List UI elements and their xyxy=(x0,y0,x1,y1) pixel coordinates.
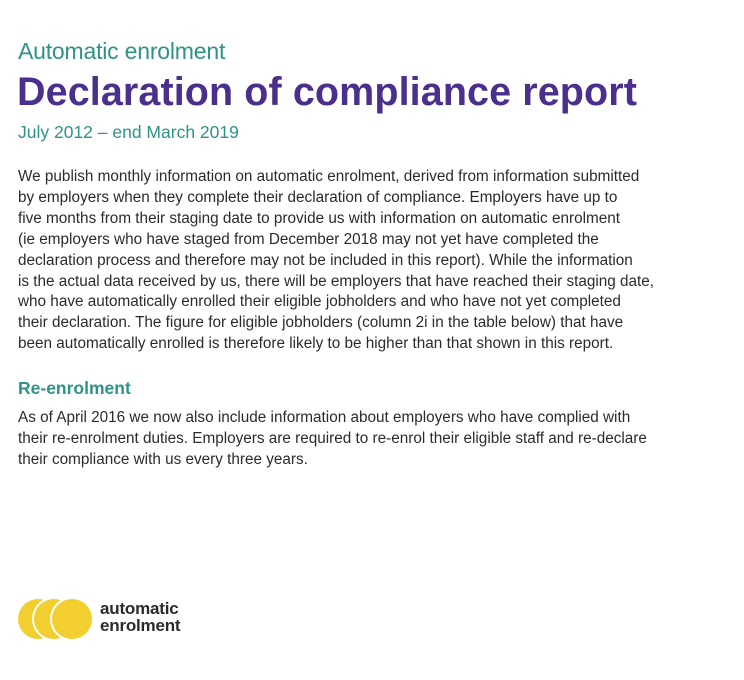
reenrolment-line: their compliance with us every three years. xyxy=(18,450,308,468)
date-range-subtitle: July 2012 – end March 2019 xyxy=(18,122,239,142)
logo-wordmark-line1: automatic xyxy=(100,599,179,618)
reenrolment-line: their re-enrolment duties. Employers are required to re-enrol their eligible staff and re-declare xyxy=(18,429,647,447)
intro-line: been automatically enrolled is therefore likely to be higher than that shown in this report. xyxy=(18,335,614,353)
intro-line: is the actual data received by us, there will be employers that have reached their staging date, xyxy=(18,272,655,290)
intro-line: their declaration. The figure for eligible jobholders (column 2i in the table below) that have xyxy=(18,314,624,332)
logo-wordmark xyxy=(100,600,180,634)
reenrolment-heading: Re-enrolment xyxy=(18,378,131,398)
three-overlapping-circles-icon xyxy=(18,597,96,641)
reenrolment-paragraph xyxy=(18,408,718,471)
intro-line: five months from their staging date to provide us with information on automatic enrolment xyxy=(18,209,620,227)
logo-wordmark-line2: enrolment xyxy=(100,616,181,635)
automatic-enrolment-logo xyxy=(18,597,218,645)
intro-paragraph xyxy=(18,167,718,355)
intro-line: (ie employers who have staged from December 2018 may not yet have completed the xyxy=(18,230,599,248)
document-kicker: Automatic enrolment xyxy=(18,38,226,64)
logo-circle xyxy=(52,599,92,639)
reenrolment-line: As of April 2016 we now also include information about employers who have complied with xyxy=(18,409,631,426)
intro-line: We publish monthly information on automatic enrolment, derived from information submitted xyxy=(18,168,640,185)
intro-line: who have automatically enrolled their eligible jobholders and who have not yet completed xyxy=(18,293,621,311)
intro-line: by employers when they complete their declaration of compliance. Employers have up to xyxy=(18,188,618,206)
intro-line: declaration process and therefore may not be included in this report). While the information xyxy=(18,251,633,269)
page-title: Declaration of compliance report xyxy=(17,70,637,114)
